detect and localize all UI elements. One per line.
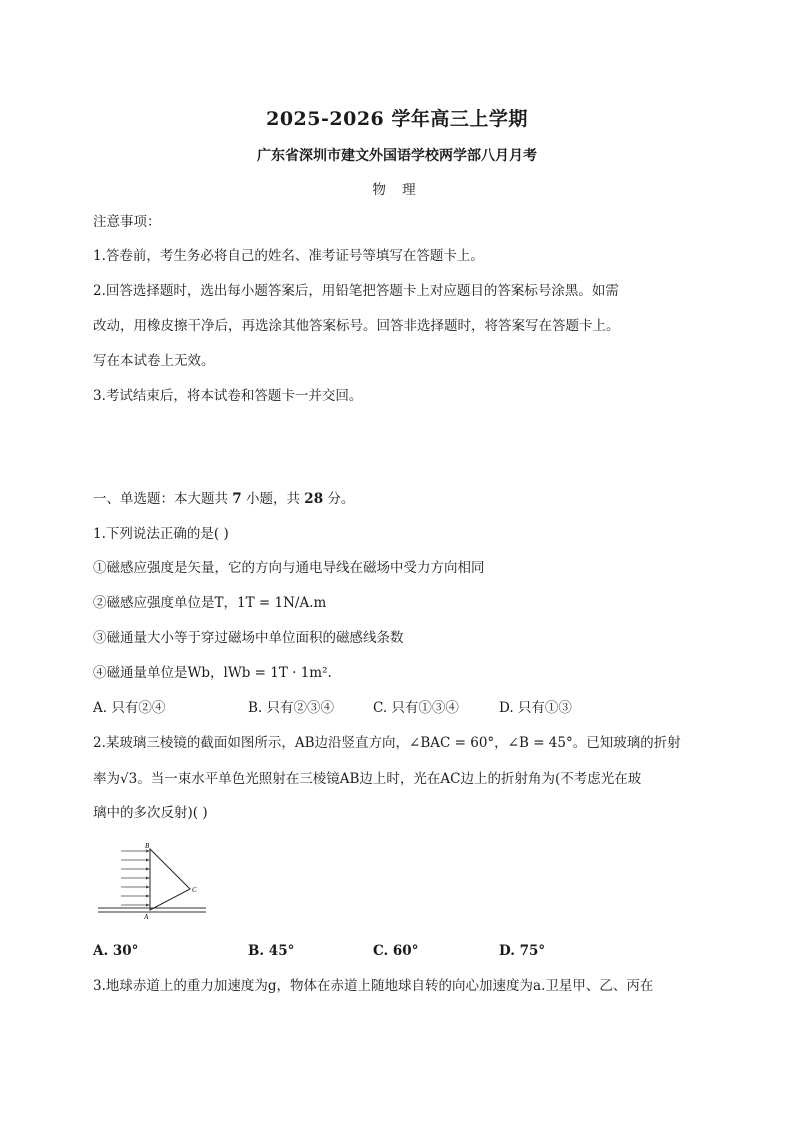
q1-option-b: B. 只有②③④ [248,700,335,716]
q1-option-a: A. 只有②④ [93,700,166,716]
section-heading [93,490,354,508]
prism-triangle [150,849,190,910]
q1-statement-3: ③磁通量大小等于穿过磁场中单位面积的磁感线条数 [93,630,404,646]
vertex-label-c: C [192,886,197,894]
ray-arrowheads [146,850,150,907]
q2-option-b: B. 45° [248,943,295,959]
q1-statement-2: ②磁感应强度单位是T，1T = 1N/A.m [93,595,327,611]
q3-line-1: 3.地球赤道上的重力加速度为g，物体在赤道上随地球自转的向心加速度为a.卫星甲、乙、丙在 [93,978,654,994]
notice-heading: 注意事项： [93,214,161,230]
prism-diagram [96,840,208,920]
section-heading-pre: 一、单选题：本大题共 [93,491,233,507]
q1-option-d: D. 只有①③ [499,700,572,716]
notice-item-2-cont: 改动，用橡皮擦干净后，再选涂其他答案标号。回答非选择题时，将答案写在答题卡上。 [93,318,620,334]
incident-light-rays [121,851,148,905]
notice-item-1: 1.答卷前，考生务必将自己的姓名、准考证号等填写在答题卡上。 [93,248,484,264]
q2-option-a: A. 30° [93,943,139,959]
q2-option-c: C. 60° [373,943,419,959]
section-total-score: 28 [304,491,324,507]
q2-line-3: 璃中的多次反射)( ) [93,805,208,821]
school-title: 广东省深圳市建文外国语学校两学部八月月考 [257,148,537,164]
q1-stem: 1.下列说法正确的是( ) [93,526,229,542]
vertex-label-b: B [145,842,150,850]
section-heading-post: 分。 [323,491,355,507]
notice-item-2: 2.回答选择题时，选出每小题答案后，用铅笔把答题卡上对应题目的答案标号涂黑。如需 [93,283,619,299]
q2-line-2: 率为√3。当一束水平单色光照射在三棱镜AB边上时，光在AC边上的折射角为(不考虑光在玻 [93,771,642,787]
subject-title: 物 理 [372,182,422,198]
q1-statement-4: ④磁通量单位是Wb，lWb = 1T · 1m². [93,665,332,681]
section-heading-mid: 小题，共 [241,491,305,507]
q1-option-c: C. 只有①③④ [373,700,459,716]
q1-statement-1: ①磁感应强度是矢量，它的方向与通电导线在磁场中受力方向相同 [93,560,485,576]
vertex-label-a: A [144,913,149,920]
notice-item-2-end: 写在本试卷上无效。 [93,353,215,369]
notice-item-3: 3.考试结束后，将本试卷和答题卡一并交回。 [93,388,363,404]
section-question-count: 7 [232,491,242,507]
q2-line-1: 2.某玻璃三棱镜的截面如图所示，AB边沿竖直方向，∠BAC = 60°，∠B = 45°。已知玻璃的折射 [93,735,681,751]
q2-option-d: D. 75° [499,943,546,959]
exam-year-title: 2025-2026 学年高三上学期 [266,108,528,130]
